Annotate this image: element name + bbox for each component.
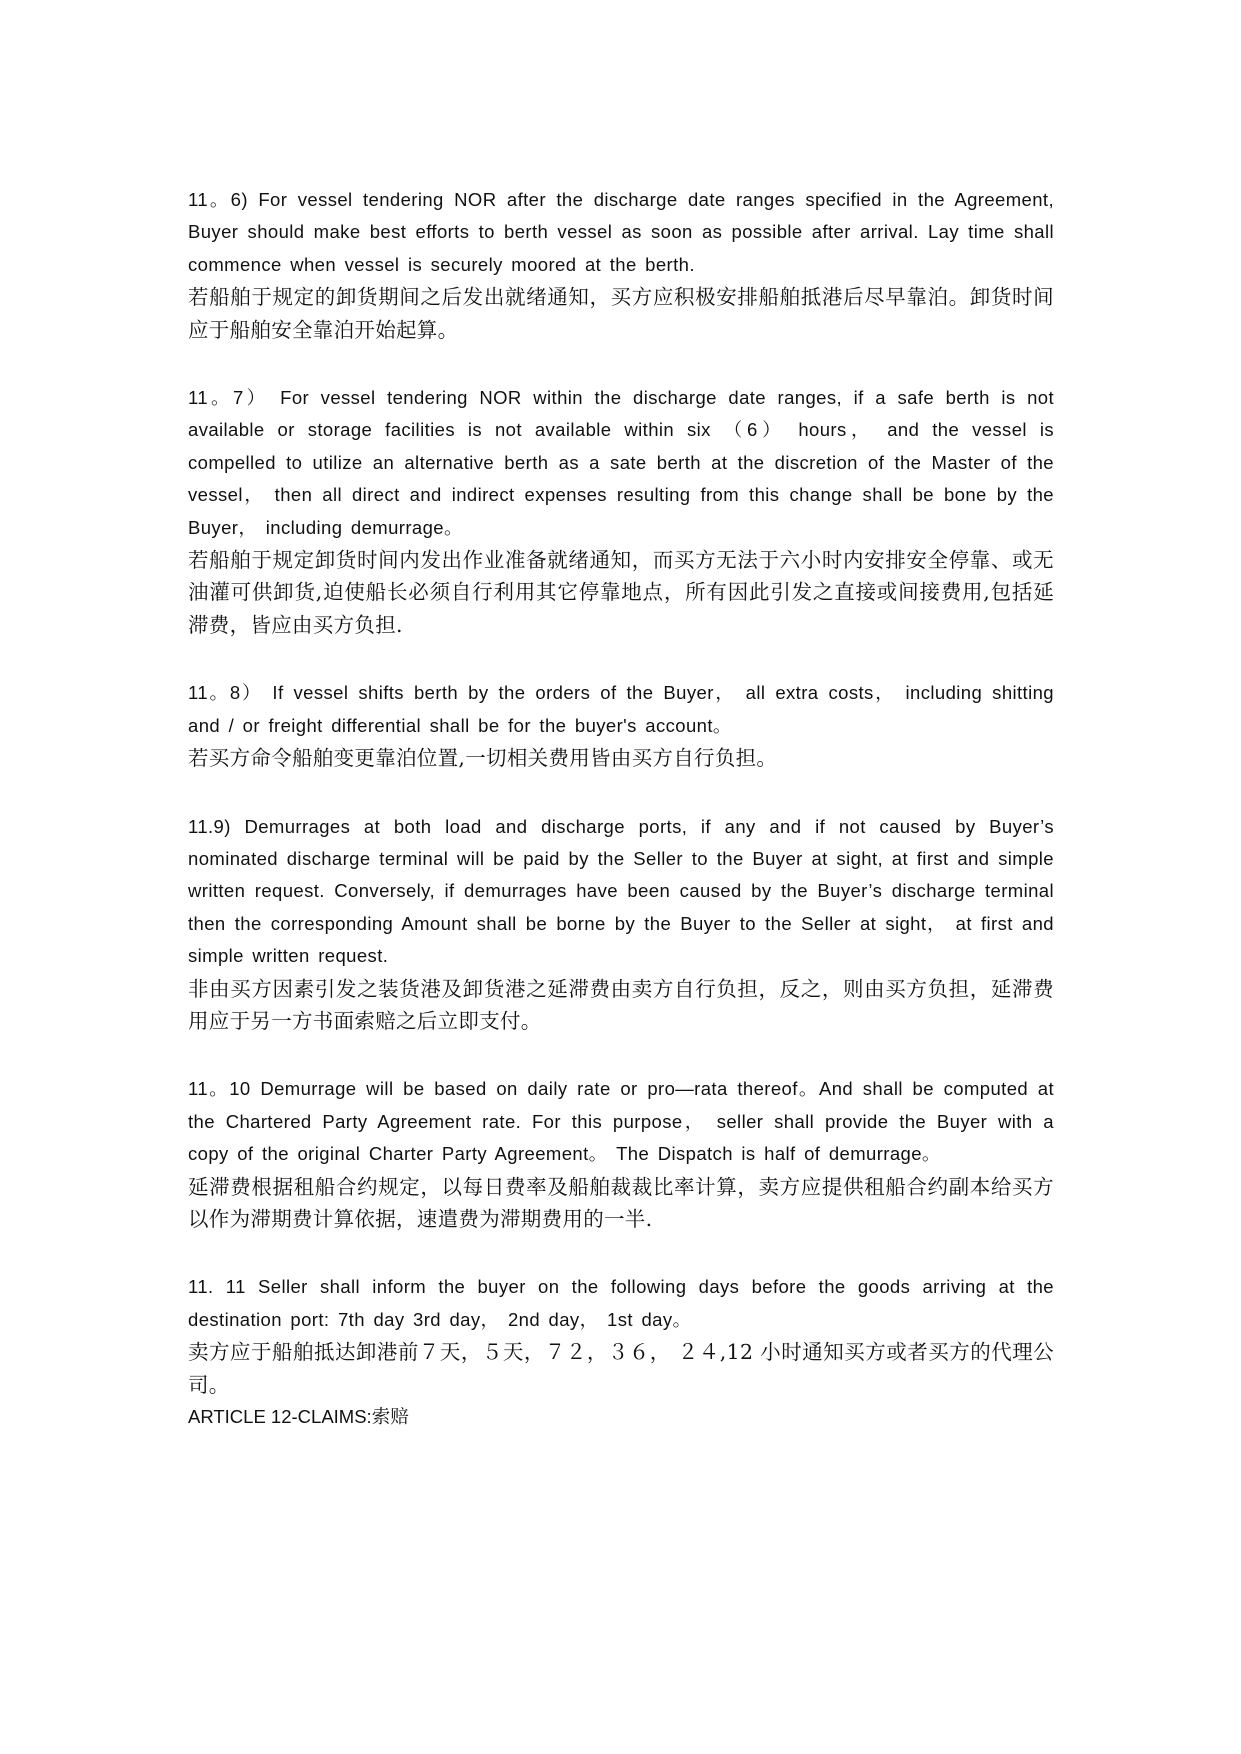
clause-chinese-text: 若船舶于规定的卸货期间之后发出就绪通知，买方应积极安排船舶抵港后尽早靠泊。卸货时间应于船舶安全靠泊开始起算。 — [188, 285, 1054, 342]
clause-english-text: 11。10 Demurrage will be based on daily rate or pro—rata thereof。And shall be computed at the Chartered Party Agreement rate. For this purpose， seller shall provide the Buyer with a copy of the original Charter Party Agreement。 The Dispatch is half of demurrage。 — [188, 1078, 1054, 1165]
clause-11-10 — [188, 1073, 1054, 1235]
clause-chinese-text: 若船舶于规定卸货时间内发出作业准备就绪通知，而买方无法于六小时内安排安全停靠、或无油灌可供卸货,迫使船长必须自行利用其它停靠地点，所有因此引发之直接或间接费用,包括延滞费，皆应由买方负担. — [188, 548, 1054, 637]
clause-chinese-text: 非由买方因素引发之装货港及卸货港之延滞费由卖方自行负担，反之，则由买方负担，延滞费用应于另一方书面索赔之后立即支付。 — [188, 976, 1054, 1033]
clause-11-7 — [188, 382, 1054, 641]
clause-english-text: 11. 11 Seller shall inform the buyer on the following days before the goods arriving at the destination port: 7th day 3rd day， 2nd day， 1st day。 — [188, 1276, 1054, 1330]
clause-11-6 — [188, 184, 1054, 346]
clause-english-text: 11.9) Demurrages at both load and discharge ports, if any and if not caused by Buyer’s nominated discharge terminal will be paid by the Seller to the Buyer at sight, at first and simple written request. Conversely, if demurrages have been caused by the Buyer’s discharge terminal then the corresponding Amount shall be borne by the Buyer to the Seller at sight， at first and simple written request. — [188, 815, 1054, 967]
clause-11-11 — [188, 1271, 1054, 1401]
clause-english-text: 11。8） If vessel shifts berth by the orders of the Buyer， all extra costs， including shitting and / or freight differential shall be for the buyer's account。 — [188, 682, 1054, 736]
clause-chinese-text: 卖方应于船舶抵达卸港前７天，５天，７２，３６， ２４,12 小时通知买方或者买方的代理公司。 — [188, 1340, 1054, 1397]
document-body — [188, 184, 1054, 1433]
clause-english-text: 11。6) For vessel tendering NOR after the discharge date ranges specified in the Agreement, Buyer should make best efforts to berth vessel as soon as possible after arrival. Lay time shall commence when vessel is securely moored at the berth. — [188, 189, 1054, 275]
clause-chinese-text: 延滞费根据租船合约规定，以每日费率及船舶裁裁比率计算，卖方应提供租船合约副本给买方以作为滞期费计算依据，速遣费为滞期费用的一半. — [188, 1174, 1054, 1231]
clause-english-text: 11。7） For vessel tendering NOR within the discharge date ranges, if a safe berth is not available or storage facilities is not available within six （6） hours， and the vessel is compelled to utilize an alternative berth as a sate berth at the discretion of the Master of the vessel， then all direct and indirect expenses resulting from this change shall be bone by the Buyer， including demurrage。 — [188, 387, 1054, 538]
clause-11-9 — [188, 811, 1054, 1038]
clause-11-8 — [188, 677, 1054, 774]
article-heading: ARTICLE 12-CLAIMS:索赔 — [188, 1406, 409, 1427]
clause-chinese-text: 若买方命令船舶变更靠泊位置,一切相关费用皆由买方自行负担。 — [188, 746, 778, 771]
